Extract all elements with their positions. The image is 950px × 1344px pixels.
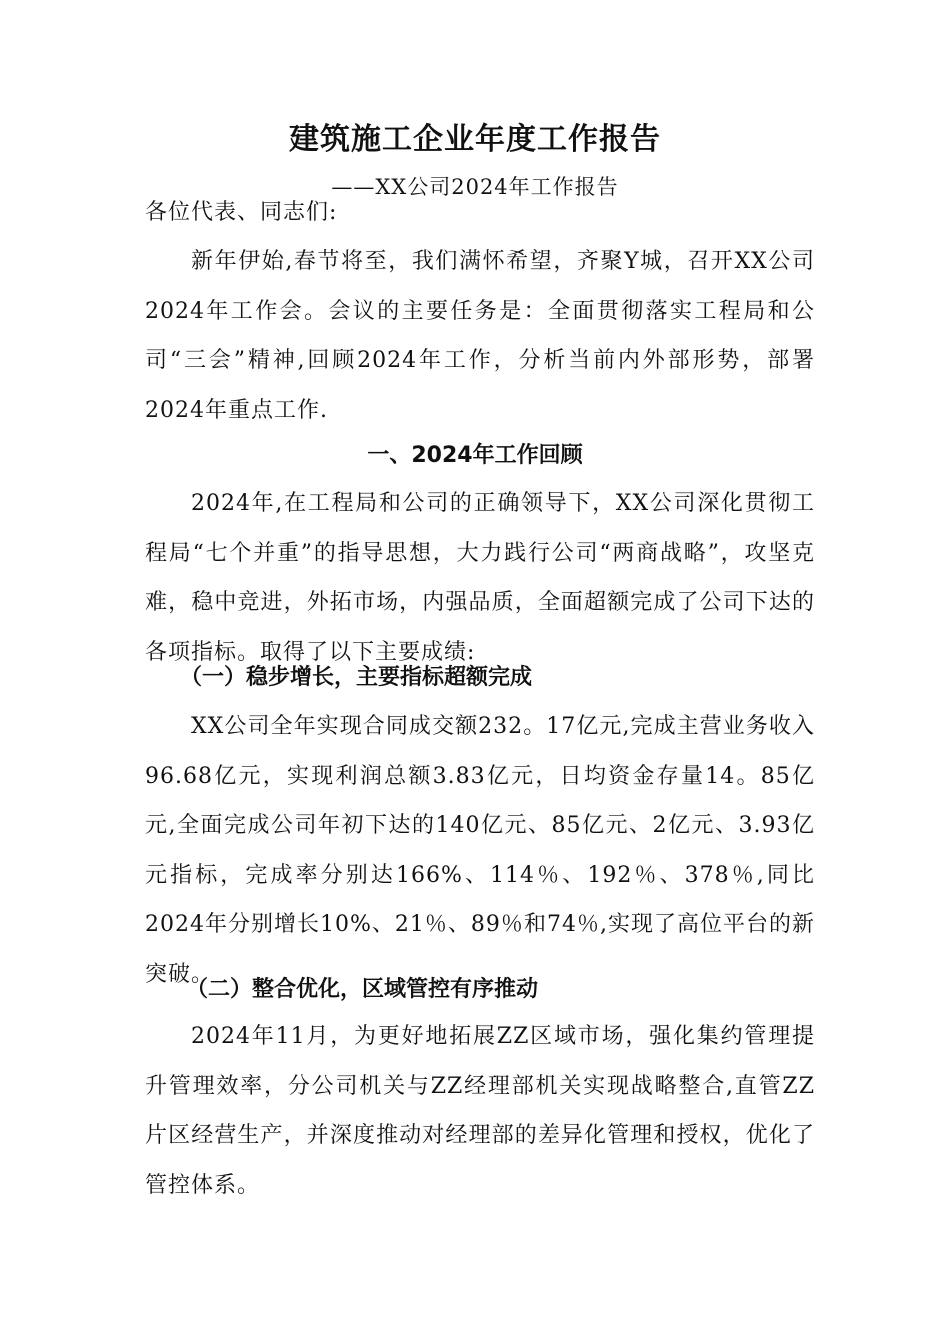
subsection-integration-paragraph: 2024年11月，为更好地拓展ZZ区域市场，强化集约管理提升管理效率，分公司机关与ZZ经理部机关实现战略整合,直管ZZ片区经营生产，并深度推动对经理部的差异化管理和授权，优化了管控体系。 [145,1024,815,1198]
subsection-heading-integration: （二）整合优化，区域管控有序推动 [186,977,539,1002]
document-title: 建筑施工企业年度工作报告 [289,122,661,157]
section-review-paragraph: 2024年,在工程局和公司的正确领导下，XX公司深化贯彻工程局“七个并重”的指导思想，大力践行公司“两商战略”，攻坚克难，稳中竞进，外拓市场，内强品质，全面超额完成了公司下达的各项指标。取得了以下主要成绩: [145,491,815,665]
intro-paragraph: 新年伊始,春节将至，我们满怀希望，齐聚Y城，召开XX公司2024年工作会。会议的主要任务是：全面贯彻落实工程局和公司“三会”精神,回顾2024年工作，分析当前内外部形势，部署2024年重点工作. [145,249,815,423]
subsection-growth-paragraph: XX公司全年实现合同成交额232。17亿元,完成主营业务收入96.68亿元，实现利润总额3.83亿元，日均资金存量14。85亿元,全面完成公司年初下达的140亿元、85亿元、2亿元、3.93亿元指标，完成率分别达166%、114％、192％、378％,同比2024年分别增长10%、21％、89％和74％,实现了高位平台的新突破。 [145,714,815,987]
document-subtitle: ——XX公司2024年工作报告 [331,175,619,199]
subsection-heading-growth: （一）稳步增长，主要指标超额完成 [180,665,533,690]
salutation: 各位代表、同志们: [145,200,338,225]
section-heading-review: 一、2024年工作回顾 [367,443,583,468]
